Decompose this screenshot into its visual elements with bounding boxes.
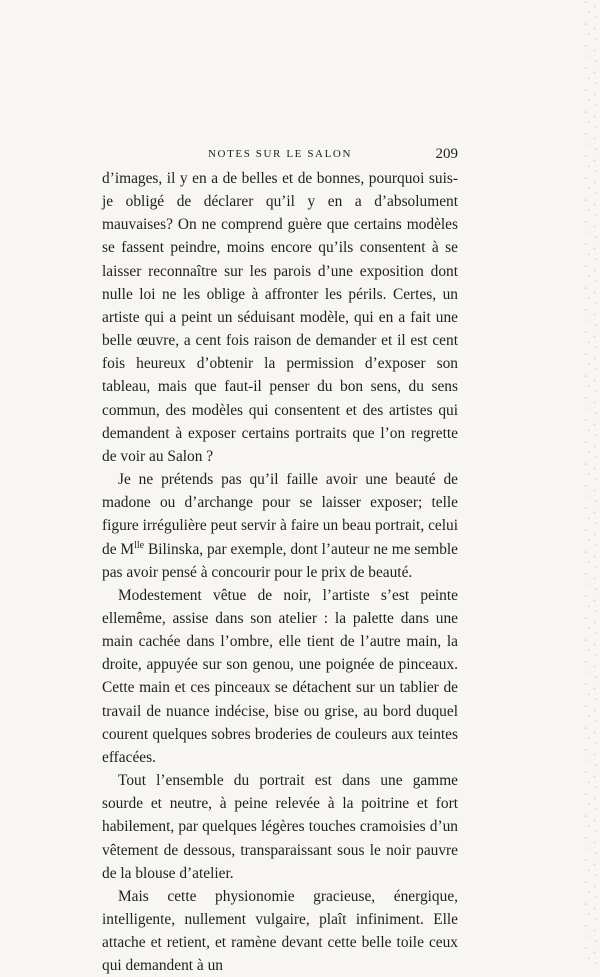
paragraph-2-text-before: Je ne prétends pas qu’il faille avoir une beauté de madone ou d’archange pour se laisser exposer; telle figure irrégulière peut servir à faire un beau portrait, celui de M <box>102 471 458 558</box>
page-number: 209 <box>435 146 458 162</box>
paragraph-2-text-after: Bilinska, par exemple, dont l’auteur ne me semble pas avoir pensé à concourir pour le prix de beauté. <box>102 540 458 581</box>
paragraph-2 <box>102 468 458 584</box>
paragraph-4: Tout l’ensemble du portrait est dans une gamme sourde et neutre, à peine relevée à la poitrine et fort habilement, par quelques légères touches cramoisies d’un vêtement de dessous, transparaissant sous le noir pauvre de la blouse d’atelier. <box>102 772 458 882</box>
body-text <box>102 167 458 977</box>
paragraph-1: d’images, il y en a de belles et de bonnes, pourquoi suis-je obligé de déclarer qu’il y en a d’absolument mauvaises? On ne comprend guère que certains modèles se fassent peindre, moins encore qu’ils consentent à se laisser reconnaître sur les parois d’une exposition dont nulle loi ne les oblige à affronter les périls. Certes, un artiste qui a peint un séduisant modèle, qui en a fait une belle œuvre, a cent fois raison de demander et il est cent fois heureux d’obtenir la permission d’exposer son tableau, mais que faut-il penser du bon sens, du sens commun, des modèles qui consentent et des artistes qui demandent à exposer certains portraits que l’on regrette de voir au Salon ? <box>102 170 458 465</box>
paragraph-5: Mais cette physionomie gracieuse, énergique, intelligente, nullement vulgaire, plaît infiniment. Elle attache et retient, et ramène devant cette belle toile ceux qui demandent à un <box>102 887 458 975</box>
superscript-lle: lle <box>134 539 145 551</box>
running-title: NOTES SUR LE SALON <box>208 148 352 160</box>
paragraph-3: Modestement vêtue de noir, l’artiste s’est peinte ellemême, assise dans son atelier : la palette dans une main cachée dans l’ombre, elle tient de l’autre main, la droite, appuyée sur son genou, une poignée de pinceaux. Cette main et ces pinceaux se détachent sur un tablier de travail de nuance indécise, bise ou grise, au bord duquel courent quelques sobres broderies de couleurs aux teintes effacées. <box>102 586 458 766</box>
page-edge-speckles <box>582 0 600 968</box>
page-header <box>102 146 458 166</box>
